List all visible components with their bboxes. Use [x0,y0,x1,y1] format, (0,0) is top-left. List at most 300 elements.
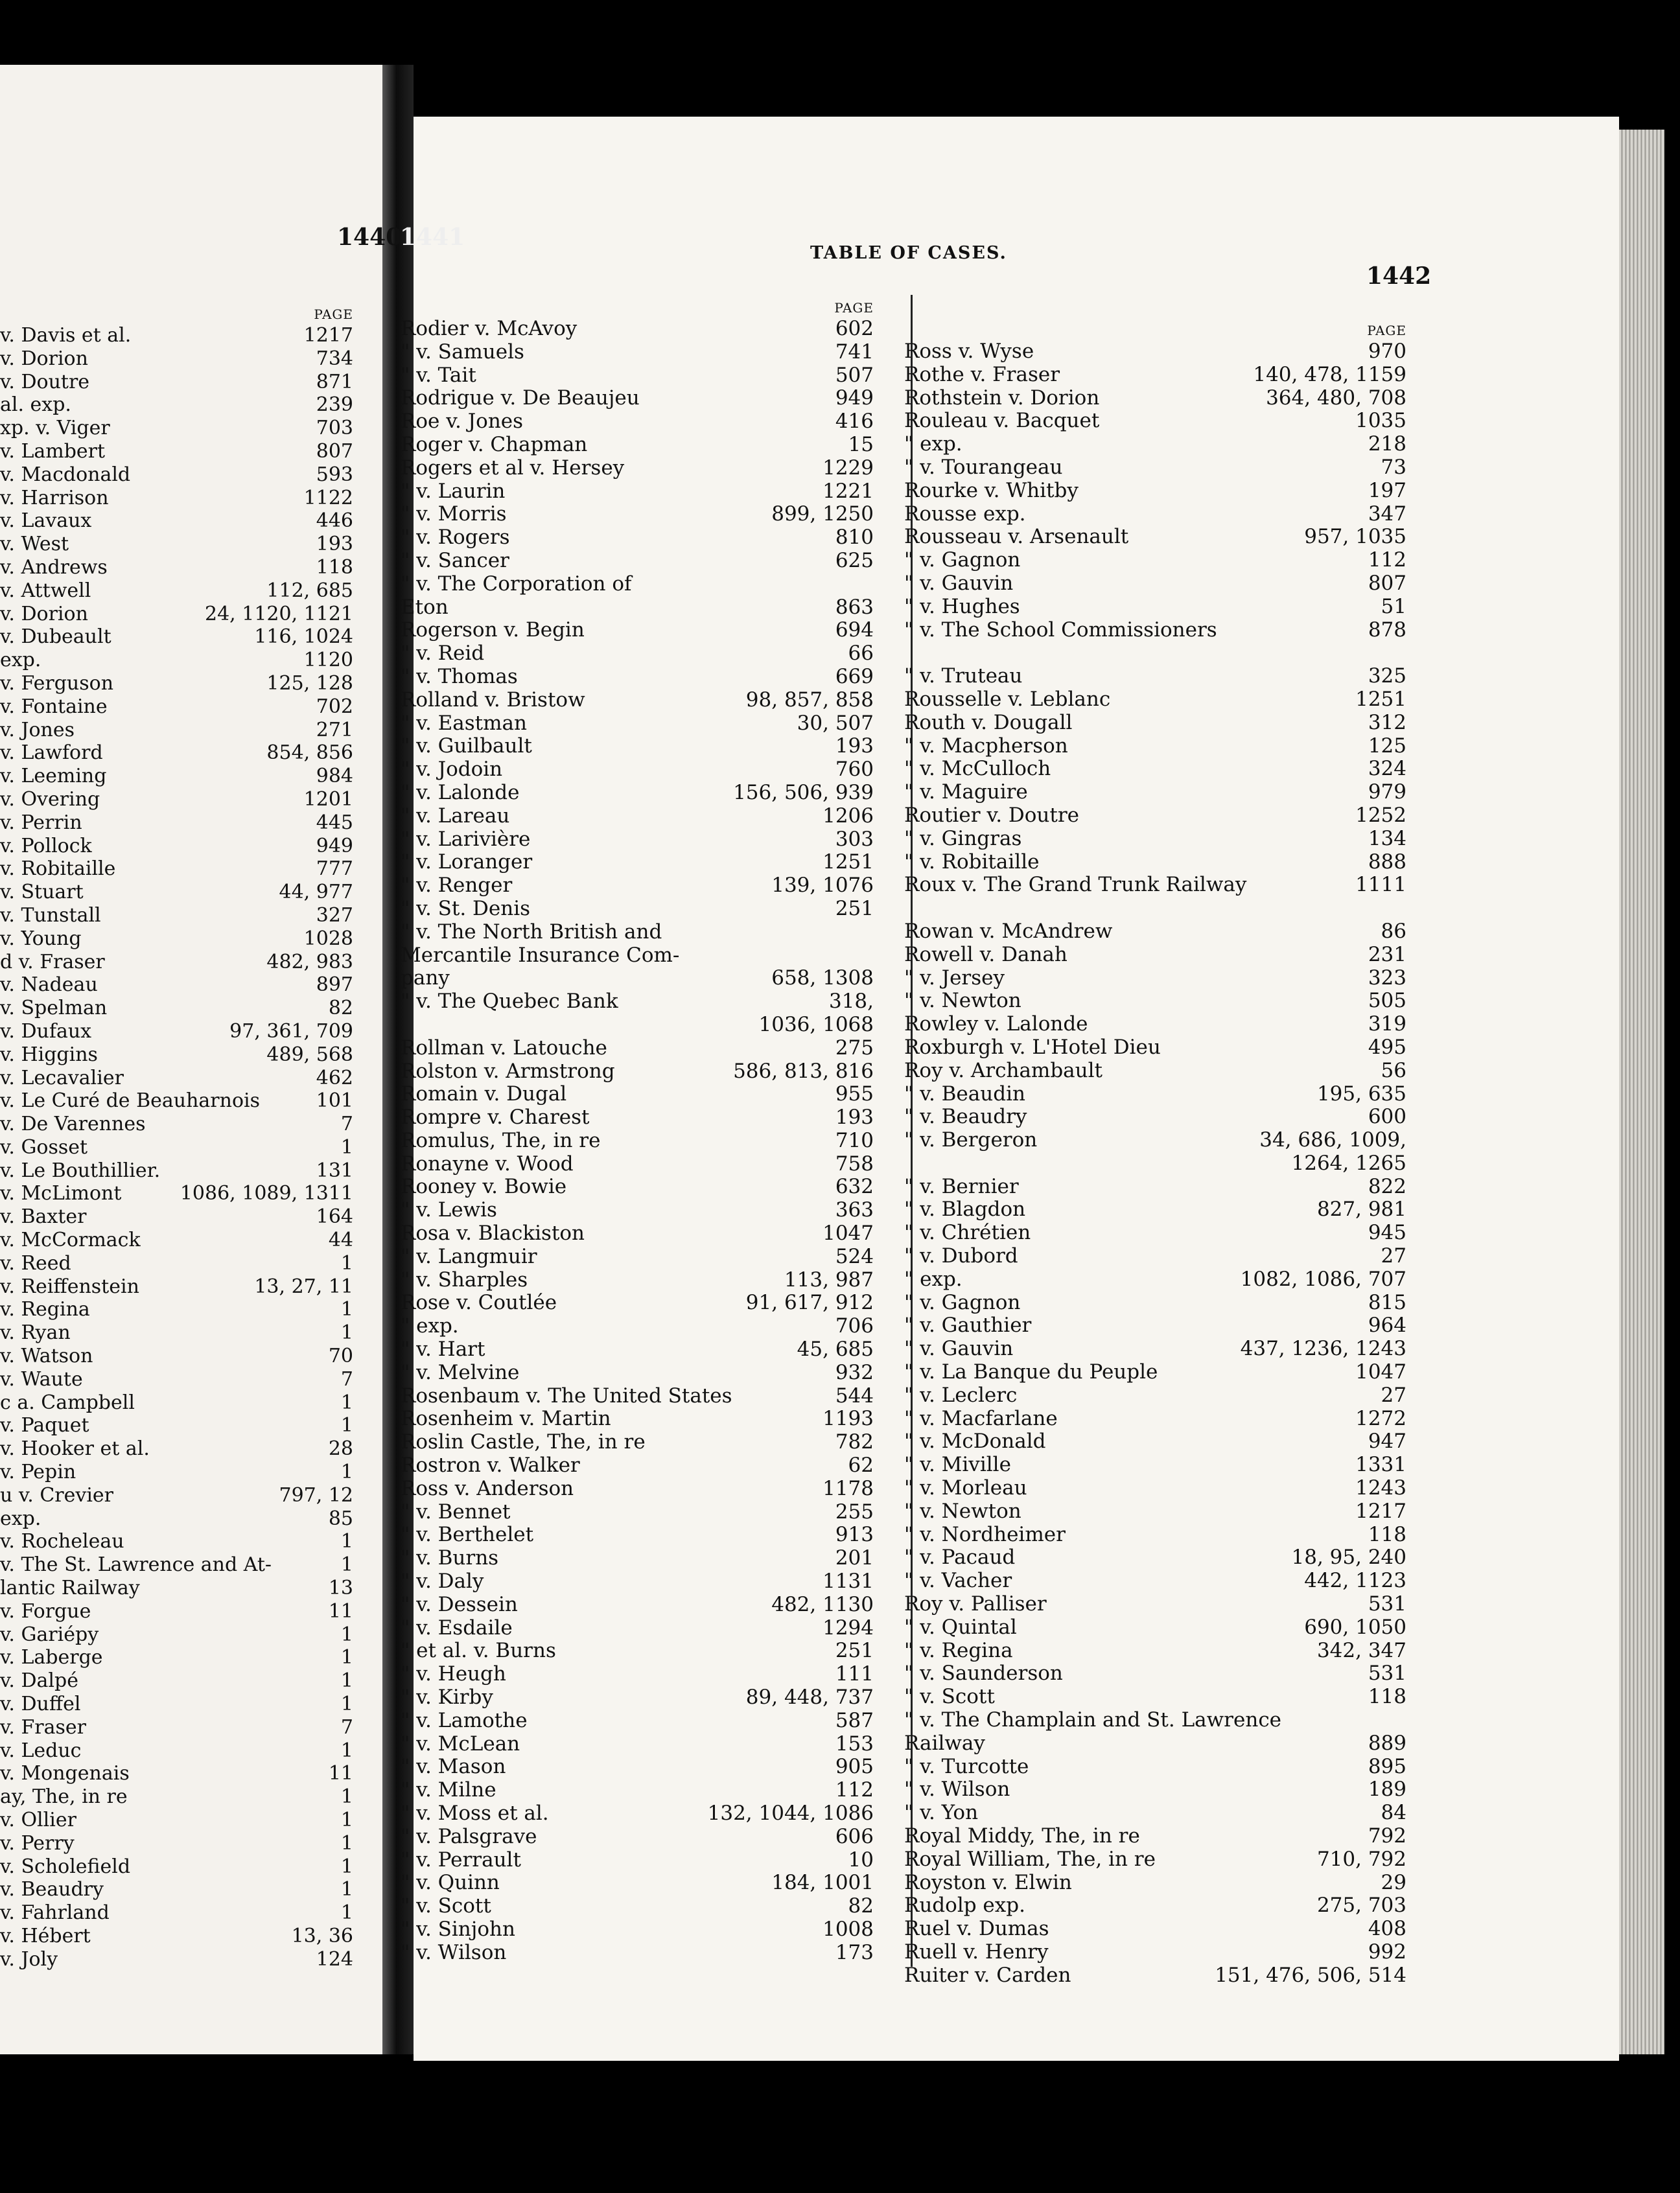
case-name: " v. Gagnon [904,1290,1021,1314]
case-pages: 1294 [822,1616,874,1640]
case-name: v. Dubeault [0,625,111,649]
table-row [904,665,1406,688]
case-name: " v. Newton [904,1499,1021,1523]
table-row [401,1037,874,1060]
table-row [401,712,874,736]
case-pages: 1221 [822,479,874,503]
table-row [904,1292,1406,1315]
table-row [401,642,874,666]
case-pages: 1217 [303,324,353,347]
table-row [904,1454,1406,1477]
table-row [904,735,1406,758]
case-name: v. Reed [0,1251,71,1275]
case-name: Rousse exp. [904,502,1026,526]
table-row [0,904,353,927]
table-row [401,666,874,689]
table-row [401,1686,874,1710]
table-row [904,1314,1406,1338]
case-name: v. Andrews [0,555,108,579]
table-row [0,719,353,742]
case-pages: 658, 1308 [771,966,874,990]
table-row [0,440,353,463]
table-row [0,1716,353,1739]
case-pages: 98, 857, 858 [745,688,874,712]
table-row [401,1060,874,1084]
table-row [401,1362,874,1385]
table-row [904,1083,1406,1106]
case-pages: 15 [848,432,874,456]
table-row [0,835,353,858]
table-row [401,1547,874,1570]
case-name: " v. The North British and [401,920,662,944]
table-row [401,1246,874,1269]
table-row [904,1825,1406,1848]
case-pages: 606 [835,1824,874,1848]
case-name: v. Paquet [0,1414,89,1437]
table-row [0,1414,353,1437]
case-pages: 13, 36 [291,1924,353,1947]
table-row [0,1043,353,1067]
case-pages: 1331 [1355,1453,1406,1477]
case-pages: 905 [835,1755,874,1779]
table-row [401,457,874,480]
column-heading [904,321,1406,340]
case-name: " v. Heugh [401,1662,506,1686]
table-row [904,1477,1406,1500]
page-heading-label: PAGE [314,307,353,322]
case-name: " v. Rogers [401,526,510,550]
case-pages: 323 [1368,966,1406,990]
case-name: ay, The, in re [0,1785,128,1809]
case-pages: 91, 617, 912 [745,1291,874,1315]
table-row [401,1640,874,1663]
table-row [904,1430,1406,1454]
table-row [0,1159,353,1183]
case-name: v. Stuart [0,881,84,904]
table-row [904,619,1406,642]
table-row [904,433,1406,456]
case-pages: 318, [828,990,874,1014]
case-name: " v. Perrault [401,1848,521,1872]
case-name: " v. Gingras [904,826,1022,850]
case-name: v. Nadeau [0,973,98,997]
case-name: v. Leduc [0,1739,82,1762]
table-row [904,1036,1406,1060]
table-row [904,851,1406,874]
case-pages: 445 [316,811,353,834]
case-name: " v. Berthelet [401,1523,534,1547]
case-pages: 1251 [1355,687,1406,711]
case-name: v. Lavaux [0,509,92,533]
table-row [904,1662,1406,1686]
case-pages: 140, 478, 1159 [1253,362,1406,386]
table-row [904,1384,1406,1408]
case-pages: 11 [328,1762,353,1785]
case-name: Ruel v. Dumas [904,1917,1049,1941]
case-name: v. Pepin [0,1461,76,1484]
case-name: v. Baxter [0,1205,87,1229]
table-row [904,920,1406,944]
case-name: v. Overing [0,787,100,811]
table-row [0,1785,353,1809]
case-pages: 1035 [1355,409,1406,433]
case-name: " v. The School Commissioners [904,618,1217,642]
case-name: " v. Wilson [401,1940,507,1964]
table-row [904,1546,1406,1570]
case-name: v. Leeming [0,765,107,788]
case-name: v. Jones [0,718,75,741]
case-name: Rourke v. Whitby [904,478,1079,502]
case-pages: 324 [1368,757,1406,781]
case-pages: 1 [340,1646,353,1669]
case-name: Routier v. Doutre [904,803,1080,827]
case-name: Roux v. The Grand Trunk Railway [904,873,1247,897]
case-pages: 51 [1381,594,1406,618]
case-pages: 600 [1368,1105,1406,1129]
case-name: " v. Langmuir [401,1244,537,1268]
case-pages: 1 [340,1135,353,1159]
case-pages: 632 [835,1175,874,1199]
table-row [401,1222,874,1246]
case-name: v. Ryan [0,1321,71,1345]
case-pages: 758 [835,1152,874,1176]
case-name: " v. Esdaile [401,1616,513,1640]
case-pages: 702 [316,695,353,718]
case-pages: 44, 977 [279,881,353,904]
case-pages: 815 [1368,1290,1406,1314]
case-name: v. Watson [0,1345,93,1368]
table-row [401,1779,874,1802]
case-name: v. Gosset [0,1135,88,1159]
case-pages: 1 [340,1693,353,1716]
case-name: " v. Leclerc [904,1383,1018,1407]
case-pages: 347 [1368,502,1406,526]
column-heading [0,305,353,324]
table-row [0,371,353,394]
case-pages: 116, 1024 [254,625,353,649]
table-row [401,1199,874,1222]
case-name: Rompre v. Charest [401,1106,590,1130]
case-name: Rudolp exp. [904,1894,1025,1918]
table-row [904,712,1406,735]
table-row [0,1577,353,1600]
table-row [401,573,874,596]
case-pages: 7 [340,1367,353,1391]
case-pages: 118 [1368,1522,1406,1546]
case-name: Ross v. Wyse [904,340,1034,363]
table-row [0,695,353,719]
case-name: v. Le Bouthillier. [0,1159,161,1182]
table-row [0,1136,353,1159]
case-pages: 507 [835,363,874,387]
table-row [0,1878,353,1901]
table-row [401,1478,874,1501]
table-row [401,944,874,968]
case-name: " v. Mason [401,1755,506,1779]
case-pages: 97, 361, 709 [229,1019,353,1043]
case-name: " v. Loranger [401,850,533,874]
table-row [0,1600,353,1623]
case-name: v. Lawford [0,741,103,765]
case-name: v. Macdonald [0,463,131,486]
case-name: v. Robitaille [0,857,116,881]
case-name: " v. Hughes [904,594,1020,618]
table-row [0,1623,353,1647]
table-row [904,1106,1406,1129]
case-name: " v. Larivière [401,827,531,851]
case-pages: 442, 1123 [1304,1569,1406,1593]
case-name: " v. Gauvin [904,571,1014,595]
case-name: v. Perry [0,1831,75,1855]
case-pages: 125 [1368,734,1406,758]
case-name: Eton [401,595,449,619]
case-pages: 82 [848,1894,874,1918]
case-pages: 1131 [822,1570,874,1594]
case-name: " v. Saunderson [904,1662,1063,1686]
case-pages: 734 [316,347,353,370]
case-name: Rowley v. Lalonde [904,1012,1088,1036]
case-pages: 184, 1001 [771,1871,874,1895]
case-pages: 231 [1368,942,1406,966]
case-pages: 193 [835,1106,874,1130]
table-row [401,1269,874,1292]
table-row [904,1709,1406,1732]
case-name: Ruiter v. Carden [904,1963,1071,1987]
case-pages: 964 [1368,1314,1406,1338]
case-name: Royston v. Elwin [904,1870,1072,1894]
case-pages: 1 [340,1321,353,1345]
case-name: v. De Varennes [0,1113,146,1136]
table-row [904,1941,1406,1964]
case-pages: 7 [340,1715,353,1739]
table-row [401,1014,874,1037]
case-name: Romain v. Dugal [401,1082,567,1106]
case-pages: 863 [835,595,874,619]
case-pages: 586, 813, 816 [733,1059,874,1083]
case-name: v. Higgins [0,1043,98,1066]
table-row [401,526,874,550]
case-name: Romulus, The, in re [401,1128,601,1152]
table-row [0,973,353,997]
case-pages: 1193 [822,1407,874,1431]
case-pages: 1120 [303,649,353,672]
case-pages: 524 [835,1244,874,1268]
case-pages: 193 [316,533,353,556]
case-pages: 669 [835,664,874,688]
case-name: " v. Morris [401,502,507,526]
table-row [904,1500,1406,1524]
case-name: " v. Bernier [904,1174,1019,1198]
case-name: " v. Daly [401,1570,484,1594]
case-pages: 1206 [822,804,874,828]
case-pages: 955 [835,1082,874,1106]
case-name: v. Dalpé [0,1669,78,1693]
case-name: Rodier v. McAvoy [401,317,578,340]
table-row [0,509,353,533]
case-pages: 1 [340,1391,353,1414]
case-pages: 625 [835,548,874,572]
case-pages: 587 [835,1708,874,1732]
case-name: " v. Yon [904,1801,979,1825]
case-pages: 1 [340,1901,353,1925]
case-name: " v. Melvine [401,1360,520,1384]
case-name: v. Duffel [0,1693,81,1716]
case-pages: 807 [1368,571,1406,595]
table-row [401,1338,874,1362]
case-name: Rothe v. Fraser [904,362,1060,386]
middle-column [401,298,874,1965]
case-name: v. Lambert [0,439,106,463]
table-row [401,434,874,457]
case-name: " v. Beaudin [904,1082,1025,1106]
case-name: " v. Jodoin [401,758,503,782]
case-name: v. Beaudry [0,1878,104,1901]
table-row [904,596,1406,619]
case-pages: 810 [835,526,874,550]
case-name: v. Rocheleau [0,1530,124,1553]
case-pages: 30, 507 [797,711,874,735]
case-pages: 27 [1381,1244,1406,1268]
table-row [0,1809,353,1832]
case-name: " v. Blagdon [904,1198,1026,1222]
case-name: " v. Eastman [401,711,527,735]
case-name: " v. Lamothe [401,1708,528,1732]
case-pages: 690, 1050 [1304,1615,1406,1639]
case-name: " v. Reid [401,642,485,666]
case-pages: 807 [316,439,353,463]
table-row [904,1198,1406,1222]
case-pages: 139, 1076 [771,874,874,898]
case-pages: 118 [1368,1685,1406,1709]
case-pages: 197 [1368,478,1406,502]
table-row [401,1570,874,1594]
case-name: " v. Guilbault [401,734,532,758]
case-name: Rouleau v. Bacquet [904,409,1100,433]
case-name: " v. Tourangeau [904,455,1063,479]
case-pages: 1 [340,1809,353,1831]
table-row [401,1130,874,1153]
table-row [0,1832,353,1855]
case-pages: 797, 12 [279,1483,353,1507]
case-name: v. Gariépy [0,1623,99,1646]
case-name: " v. Regina [904,1638,1013,1662]
table-row [0,1507,353,1531]
case-name: " v. Bennet [401,1500,511,1524]
case-pages: 1 [340,1739,353,1762]
table-row [0,417,353,440]
table-row [401,1942,874,1965]
case-pages: 854, 856 [266,741,353,765]
table-row [401,1594,874,1617]
case-pages: 505 [1368,989,1406,1013]
case-pages: 82 [328,997,353,1020]
case-pages: 125, 128 [266,671,353,695]
case-pages: 364, 480, 708 [1266,386,1406,410]
case-name: Rosenbaum v. The United States [401,1384,732,1408]
case-pages: 544 [835,1384,874,1408]
table-row [401,782,874,805]
table-row [0,1693,353,1716]
case-pages: 271 [316,718,353,741]
case-name: v. Spelman [0,997,108,1020]
case-name: c a. Campbell [0,1391,135,1414]
table-row [904,1338,1406,1361]
table-row [904,1152,1406,1176]
case-pages: 1028 [303,927,353,950]
case-pages: 1217 [1355,1499,1406,1523]
table-row [904,967,1406,990]
table-row [904,874,1406,897]
table-row [401,1802,874,1826]
table-row [401,619,874,642]
table-row [401,805,874,828]
table-row [0,1669,353,1693]
case-pages: 932 [835,1360,874,1384]
case-pages: 10 [848,1848,874,1872]
case-name: v. Harrison [0,486,109,509]
case-pages: 132, 1044, 1086 [707,1802,874,1825]
case-pages: 13, 27, 11 [254,1275,353,1298]
case-pages: 945 [1368,1221,1406,1245]
table-row [401,967,874,990]
table-row [0,788,353,811]
case-pages: 792 [1368,1824,1406,1848]
case-pages: 34, 686, 1009, [1259,1128,1406,1152]
case-pages: 1 [340,1530,353,1553]
case-pages: 275, 703 [1316,1894,1406,1918]
table-row [0,1275,353,1299]
page-number-right: 1442 [1366,262,1432,290]
table-row [904,1524,1406,1547]
case-name: " v. Thomas [401,664,518,688]
case-pages: 531 [1368,1592,1406,1616]
table-row [401,550,874,573]
case-pages: 822 [1368,1174,1406,1198]
table-row [401,596,874,620]
case-name: " v. Pacaud [904,1546,1016,1570]
table-row [401,364,874,388]
case-name: v. Tunstall [0,903,101,927]
case-name: " v. Burns [401,1546,499,1570]
case-name: v. Attwell [0,579,91,602]
table-row [904,1245,1406,1268]
case-name: Routh v. Dougall [904,710,1073,734]
table-row [401,1431,874,1454]
column-heading [401,298,874,318]
case-pages: 112, 685 [266,579,353,602]
case-name: " exp. [401,1314,459,1338]
case-name: v. Le Curé de Beauharnois [0,1089,261,1113]
table-row [401,1872,874,1895]
case-name: " v. Vacher [904,1569,1012,1593]
table-row [904,549,1406,572]
case-name: v. Lecavalier [0,1066,124,1089]
case-pages: 446 [316,509,353,533]
case-pages: 1 [340,1878,353,1901]
case-name: " v. Macfarlane [904,1406,1058,1430]
case-pages: 992 [1368,1940,1406,1964]
table-row [0,951,353,974]
case-pages: 897 [316,973,353,997]
case-name: v. Perrin [0,811,82,834]
case-name: Roslin Castle, The, in re [401,1430,646,1454]
case-name: " v. Sancer [401,548,509,572]
case-pages: 1272 [1355,1406,1406,1430]
case-pages: 1229 [822,456,874,480]
case-pages: 1 [340,1461,353,1484]
table-row [401,1756,874,1779]
table-row [904,990,1406,1013]
